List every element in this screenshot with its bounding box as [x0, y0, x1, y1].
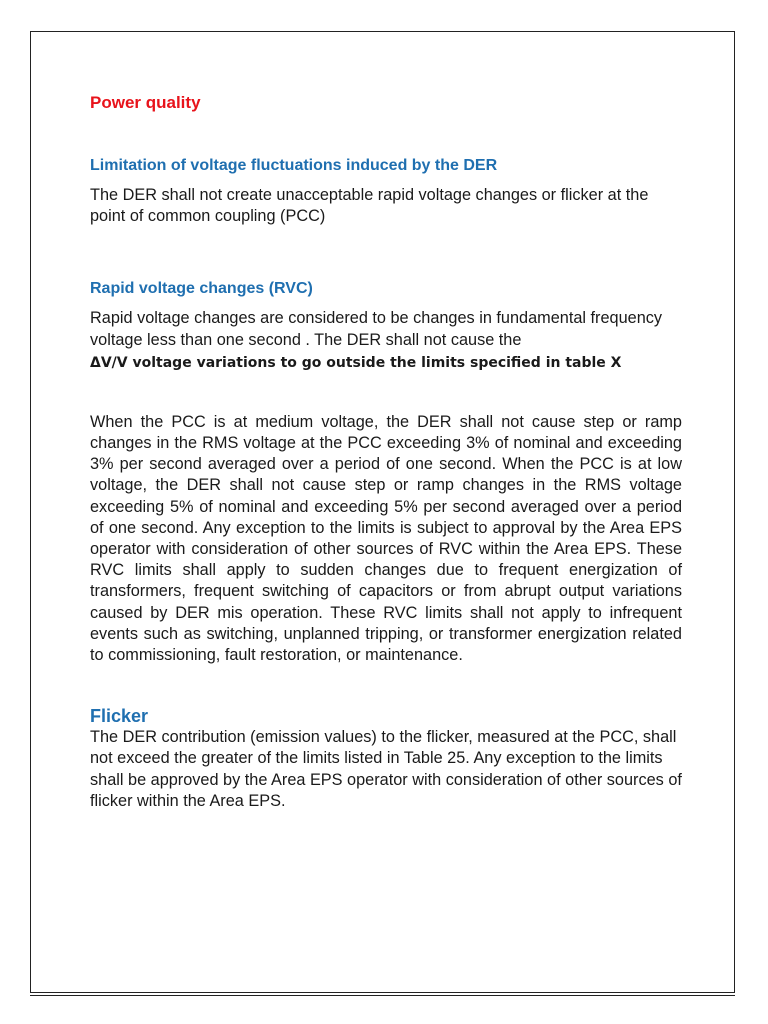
document-body [90, 92, 682, 812]
rvc-paragraph: Rapid voltage changes are considered to be changes in fundamental frequency voltage less than one second . The DER shall not cause the [90, 309, 663, 349]
rvc-limits-paragraph: When the PCC is at medium voltage, the DER shall not cause step or ramp changes in the RMS voltage at the PCC exceeding 3% of nominal and exceeding 3% per second averaged over a period of one second. When the PCC is at low voltage, the DER shall not cause step or ramp changes in the RMS voltage exceeding 5% of nominal and exceeding 5% per second averaged over a period of one second. Any exception to the limits is subject to approval by the Area EPS operator with consideration of other sources of RVC within the Area EPS. These RVC limits shall apply to sudden changes due to frequent energization of transformers, frequent switching of capacitors or from abrupt output variations caused by DER mis operation. These RVC limits shall not apply to infrequent events such as switching, unplanned tripping, or transformer energization related to commissioning, fault restoration, or maintenance. [90, 412, 682, 665]
flicker-heading: Flicker [90, 706, 149, 727]
fluctuations-paragraph: The DER shall not create unacceptable rapid voltage changes or flicker at the point of common coupling (PCC) [90, 186, 649, 226]
rvc-formula-line: ΔV/V voltage variations to go outside the limits specified in table X [90, 354, 622, 371]
flicker-paragraph: The DER contribution (emission values) to the flicker, measured at the PCC, shall not exceed the greater of the limits listed in Table 25. Any exception to the limits shall be approved by the Area EPS operator with consideration of other sources of flicker within the Area EPS. [90, 728, 682, 810]
section-title: Power quality [90, 93, 201, 112]
rvc-heading: Rapid voltage changes (RVC) [90, 280, 313, 298]
fluctuations-heading: Limitation of voltage fluctuations induced by the DER [90, 157, 498, 174]
